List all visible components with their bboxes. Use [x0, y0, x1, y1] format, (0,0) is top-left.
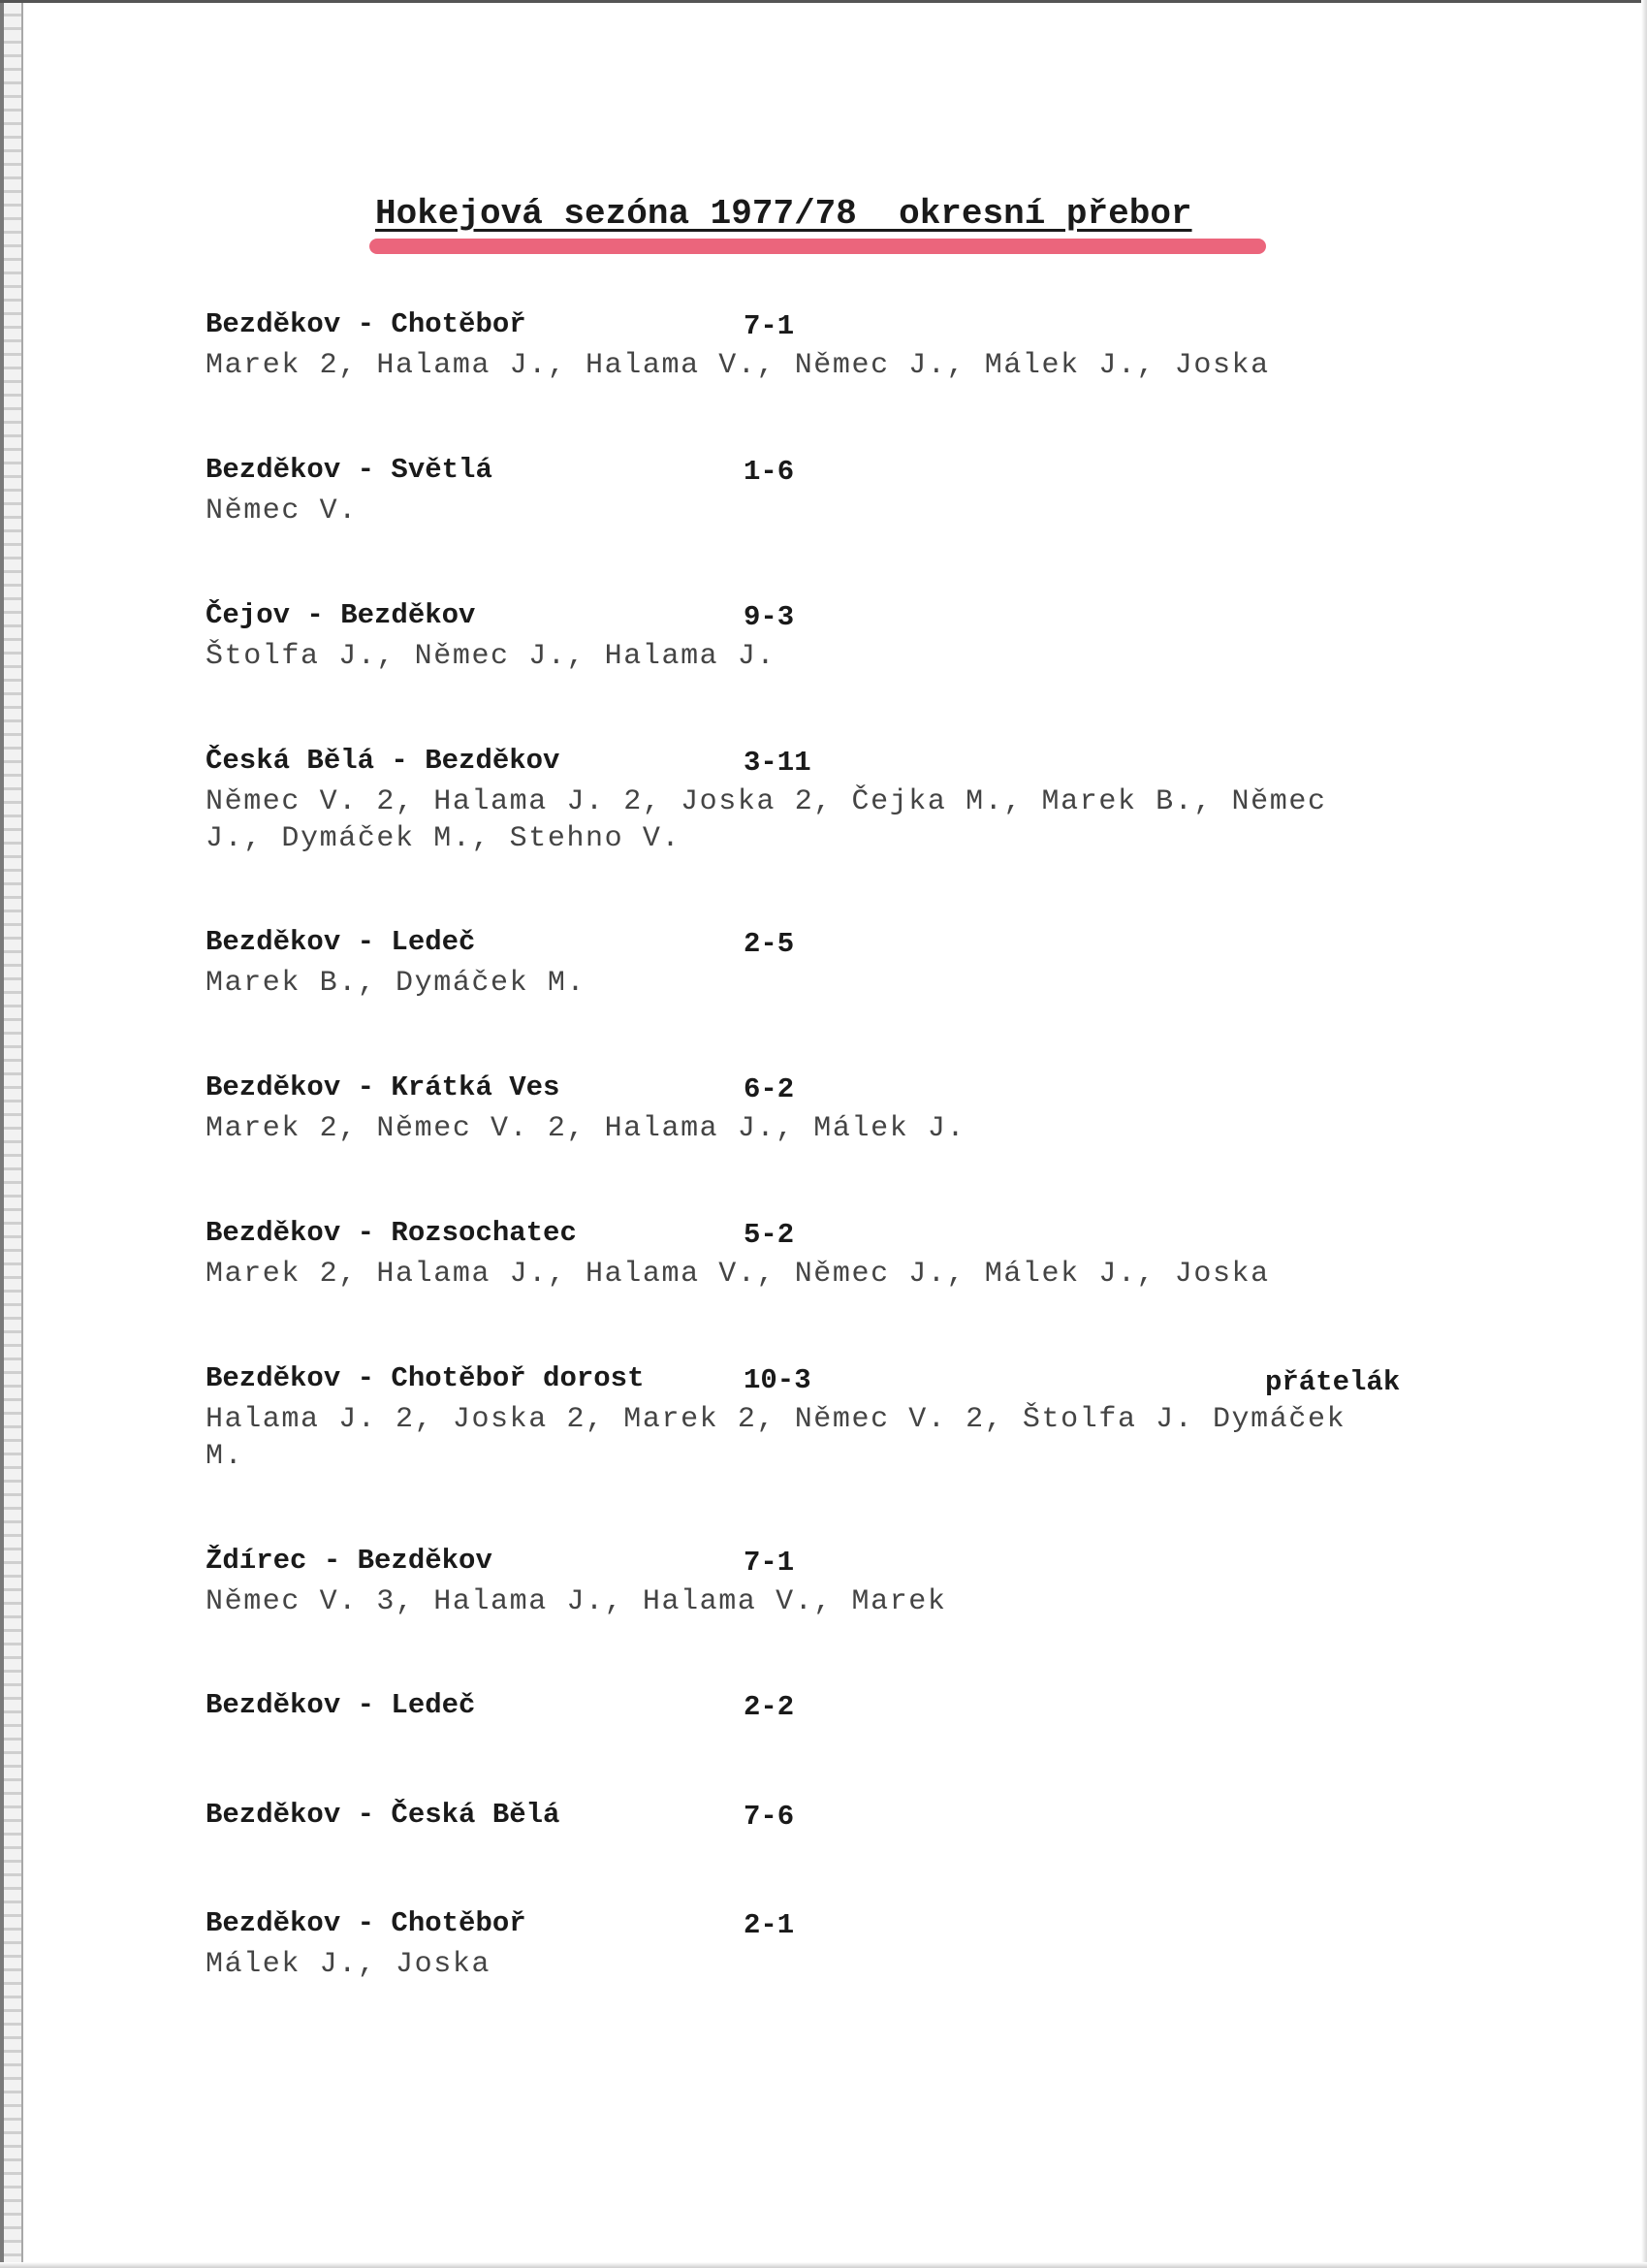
match-score: 2-2 [744, 1691, 795, 1723]
match-score: 7-1 [744, 310, 795, 342]
match-teams: Bezděkov - Česká Bělá [206, 1799, 560, 1831]
title-block [375, 194, 1267, 234]
match-teams: Čejov - Bezděkov [206, 599, 476, 631]
match-teams: Ždírec - Bezděkov [206, 1545, 492, 1577]
match-entry [206, 1362, 1466, 1475]
match-score: 2-1 [744, 1909, 795, 1941]
match-entry [206, 1545, 1466, 1620]
match-entry [206, 1799, 1466, 1837]
match-scorers: Marek B., Dymáček M. [206, 967, 586, 1000]
match-score: 2-5 [744, 928, 795, 960]
title-highlight-marker [369, 239, 1266, 254]
match-scorers: Němec V. 2, Halama J. 2, Joska 2, Čejka M., Marek B., Němec J., Dymáček M., Stehno V. [206, 785, 1327, 855]
binding-edge [0, 0, 4, 2268]
match-entry [206, 1907, 1466, 1983]
match-score: 6-2 [744, 1073, 795, 1105]
match-score: 1-6 [744, 456, 795, 488]
match-teams: Česká Bělá - Bezděkov [206, 745, 560, 777]
match-score: 9-3 [744, 601, 795, 633]
match-scorers: Marek 2, Halama J., Halama V., Němec J., Málek J., Joska [206, 1258, 1270, 1291]
match-score: 7-1 [744, 1547, 795, 1579]
match-scorers: Němec V. [206, 495, 358, 527]
match-entry [206, 599, 1466, 675]
match-teams: Bezděkov - Krátká Ves [206, 1071, 560, 1103]
page-top-edge [0, 0, 1647, 3]
match-teams: Bezděkov - Chotěboř [206, 308, 526, 340]
match-entry [206, 926, 1466, 1002]
match-teams: Bezděkov - Ledeč [206, 1689, 476, 1721]
match-score: 10-3 [744, 1364, 811, 1396]
match-entry [206, 1689, 1466, 1728]
page-right-edge [1641, 0, 1647, 2268]
match-teams: Bezděkov - Chotěboř [206, 1907, 526, 1939]
match-entry [206, 745, 1466, 857]
match-entry [206, 454, 1466, 529]
match-entry [206, 1071, 1466, 1147]
match-scorers: Marek 2, Němec V. 2, Halama J., Málek J. [206, 1112, 966, 1145]
match-entry [206, 308, 1466, 384]
match-score: 3-11 [744, 747, 811, 779]
match-score: 7-6 [744, 1801, 795, 1833]
match-entry [206, 1217, 1466, 1293]
page-bottom-edge [0, 2262, 1647, 2268]
match-teams: Bezděkov - Rozsochatec [206, 1217, 577, 1249]
match-scorers: Marek 2, Halama J., Halama V., Němec J., Málek J., Joska [206, 349, 1270, 382]
match-scorers: Málek J., Joska [206, 1948, 491, 1981]
match-score: 5-2 [744, 1219, 795, 1251]
match-scorers: Štolfa J., Němec J., Halama J. [206, 640, 776, 673]
match-teams: Bezděkov - Ledeč [206, 926, 476, 958]
match-teams: Bezděkov - Světlá [206, 454, 492, 486]
match-note: přátelák [1265, 1366, 1401, 1398]
match-teams: Bezděkov - Chotěboř dorost [206, 1362, 645, 1394]
match-scorers: Němec V. 3, Halama J., Halama V., Marek [206, 1585, 947, 1618]
page-title: Hokejová sezóna 1977/78 okresní přebor [375, 194, 1192, 234]
match-scorers: Halama J. 2, Joska 2, Marek 2, Němec V. 2, Štolfa J. Dymáček M. [206, 1403, 1346, 1473]
